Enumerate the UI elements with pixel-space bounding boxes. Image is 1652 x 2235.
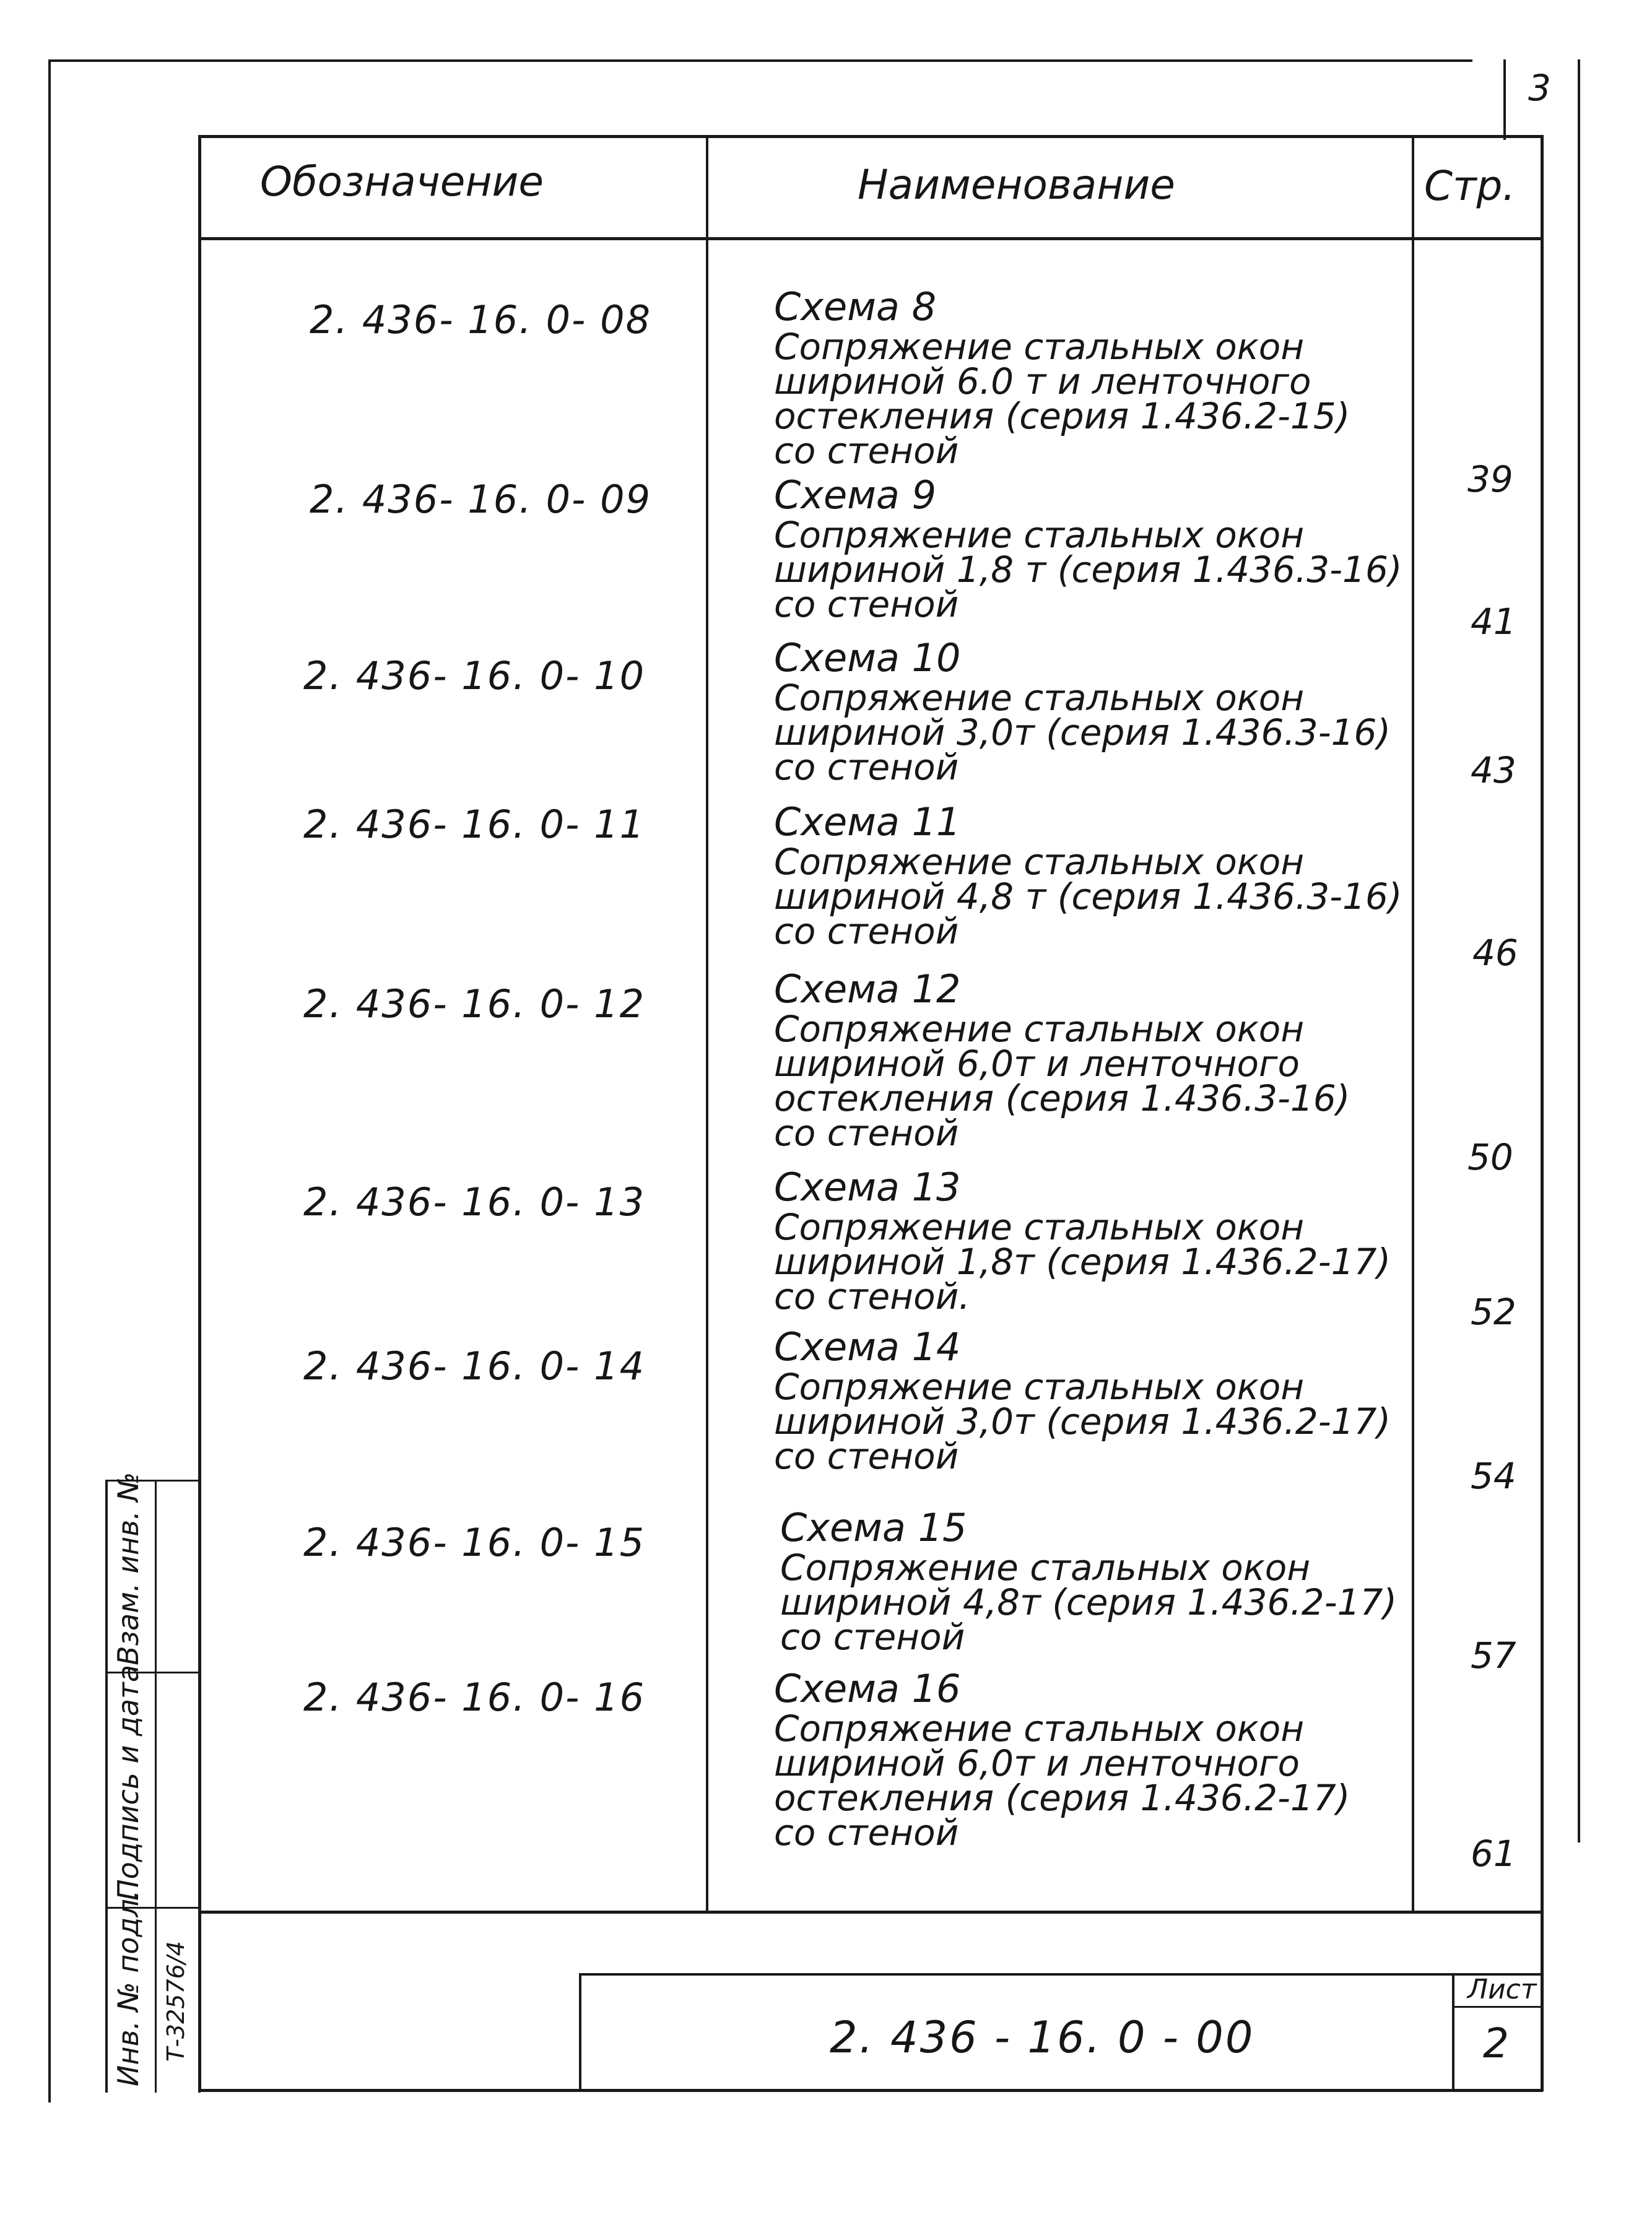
row-line: остекления (серия 1.436.3-16) — [774, 1077, 1350, 1119]
row-line: со стеной — [774, 910, 959, 952]
row-line: шириной 4,8т (серия 1.436.2-17) — [780, 1581, 1398, 1623]
sheet-number-box-left — [1503, 59, 1506, 140]
signature-date-label: Подпись и дата — [111, 1664, 145, 1901]
table-bottom-line — [198, 1911, 1543, 1914]
header-name: Наименование — [858, 161, 1175, 209]
sheet-top-number: 3 — [1528, 67, 1551, 109]
row-line: шириной 3,0т (серия 1.436.3-16) — [774, 711, 1391, 753]
row-designation: 2. 436- 16. 0- 14 — [303, 1343, 646, 1389]
row-line: со стеной — [774, 430, 959, 472]
row-page: 57 — [1471, 1634, 1516, 1677]
row-line: шириной 6.0 т и ленточного — [774, 360, 1311, 402]
column-divider-1 — [706, 135, 708, 1912]
row-line: со стеной — [780, 1616, 965, 1658]
row-line: со стеной — [774, 583, 959, 625]
row-description — [774, 1165, 1391, 1317]
row-scheme: Схема 13 — [774, 1165, 961, 1210]
row-designation: 2. 436- 16. 0- 12 — [303, 981, 646, 1026]
row-line: шириной 3,0т (серия 1.436.2-17) — [774, 1400, 1391, 1443]
title-block-left-line — [579, 1973, 581, 2091]
table-right-line — [1541, 135, 1544, 2091]
side-stamp-left-line — [105, 1480, 108, 2093]
row-page: 46 — [1472, 932, 1518, 974]
frame-left-line — [48, 59, 51, 2103]
row-scheme: Схема 8 — [774, 284, 937, 329]
inv-orig-label: Инв. № подл. — [111, 1890, 145, 2086]
row-designation: 2. 436- 16. 0- 16 — [303, 1675, 646, 1720]
header-page: Стр. — [1424, 162, 1516, 210]
row-scheme: Схема 12 — [774, 966, 961, 1012]
row-page: 41 — [1471, 601, 1516, 643]
row-description — [774, 635, 1391, 788]
replaced-inv-label: Взам. инв. № — [111, 1472, 145, 1665]
row-line: шириной 4,8 т (серия 1.436.3-16) — [774, 875, 1402, 918]
row-description — [774, 966, 1350, 1154]
row-scheme: Схема 15 — [780, 1505, 967, 1550]
row-designation: 2. 436- 16. 0- 09 — [310, 477, 652, 522]
row-page: 39 — [1467, 458, 1513, 500]
row-line: Сопряжение стальных окон — [774, 1708, 1305, 1750]
row-designation: 2. 436- 16. 0- 13 — [303, 1179, 646, 1225]
row-line: шириной 1,8т (серия 1.436.2-17) — [774, 1241, 1391, 1283]
row-line: Сопряжение стальных окон — [774, 326, 1305, 368]
row-line: со стеной. — [774, 1275, 970, 1317]
row-line: остекления (серия 1.436.2-15) — [774, 395, 1350, 437]
row-description — [780, 1505, 1398, 1658]
sheet-label: Лист — [1467, 1974, 1537, 2005]
header-designation: Обозначение — [260, 158, 544, 206]
row-line: со стеной — [774, 1812, 959, 1854]
row-line: остекления (серия 1.436.2-17) — [774, 1777, 1350, 1819]
table-header-bottom-line — [198, 237, 1543, 240]
side-stamp-mid-line — [155, 1480, 157, 2093]
inv-orig-value: Т-32576/4 — [162, 1941, 189, 2062]
row-page: 50 — [1467, 1136, 1513, 1178]
side-stamp-right-line — [198, 1480, 201, 2093]
row-line: Сопряжение стальных окон — [774, 514, 1305, 556]
row-scheme: Схема 16 — [774, 1666, 961, 1711]
row-designation: 2. 436- 16. 0- 15 — [303, 1520, 646, 1565]
document-code: 2. 436 - 16. 0 - 00 — [830, 2012, 1255, 2063]
row-line: Сопряжение стальных окон — [774, 1206, 1305, 1248]
row-page: 52 — [1471, 1291, 1516, 1333]
row-description — [774, 1666, 1350, 1854]
title-block-top-line — [579, 1973, 1543, 1976]
row-line: Сопряжение стальных окон — [780, 1547, 1311, 1589]
row-page: 54 — [1471, 1455, 1516, 1497]
column-divider-2 — [1412, 135, 1414, 1912]
row-line: Сопряжение стальных окон — [774, 1008, 1305, 1050]
row-scheme: Схема 11 — [774, 799, 961, 844]
row-line: со стеной — [774, 1435, 959, 1477]
row-description — [774, 1324, 1391, 1477]
row-line: шириной 1,8 т (серия 1.436.3-16) — [774, 549, 1402, 591]
sheet-number: 2 — [1483, 2020, 1509, 2067]
row-line: шириной 6,0т и ленточного — [774, 1742, 1300, 1784]
row-designation: 2. 436- 16. 0- 08 — [310, 297, 652, 342]
row-description — [774, 472, 1402, 625]
row-line: Сопряжение стальных окон — [774, 1366, 1305, 1408]
frame-top-line — [48, 59, 1472, 62]
title-block-bottom-line — [198, 2089, 1543, 2092]
row-line: Сопряжение стальных окон — [774, 841, 1305, 883]
row-scheme: Схема 10 — [774, 635, 961, 680]
row-scheme: Схема 14 — [774, 1324, 961, 1369]
row-designation: 2. 436- 16. 0- 11 — [303, 802, 646, 847]
row-scheme: Схема 9 — [774, 472, 937, 518]
row-page: 61 — [1471, 1833, 1516, 1875]
row-page: 43 — [1471, 749, 1516, 791]
frame-right-line-outer — [1578, 59, 1580, 1842]
row-designation: 2. 436- 16. 0- 10 — [303, 653, 646, 698]
row-line: Сопряжение стальных окон — [774, 677, 1305, 719]
row-line: со стеной — [774, 1112, 959, 1154]
row-description — [774, 284, 1350, 472]
row-line: со стеной — [774, 746, 959, 788]
title-block-sheet-split — [1452, 2006, 1543, 2008]
row-description — [774, 799, 1402, 952]
table-top-line — [198, 135, 1543, 138]
title-block-divider — [1452, 1973, 1454, 2091]
row-line: шириной 6,0т и ленточного — [774, 1043, 1300, 1085]
